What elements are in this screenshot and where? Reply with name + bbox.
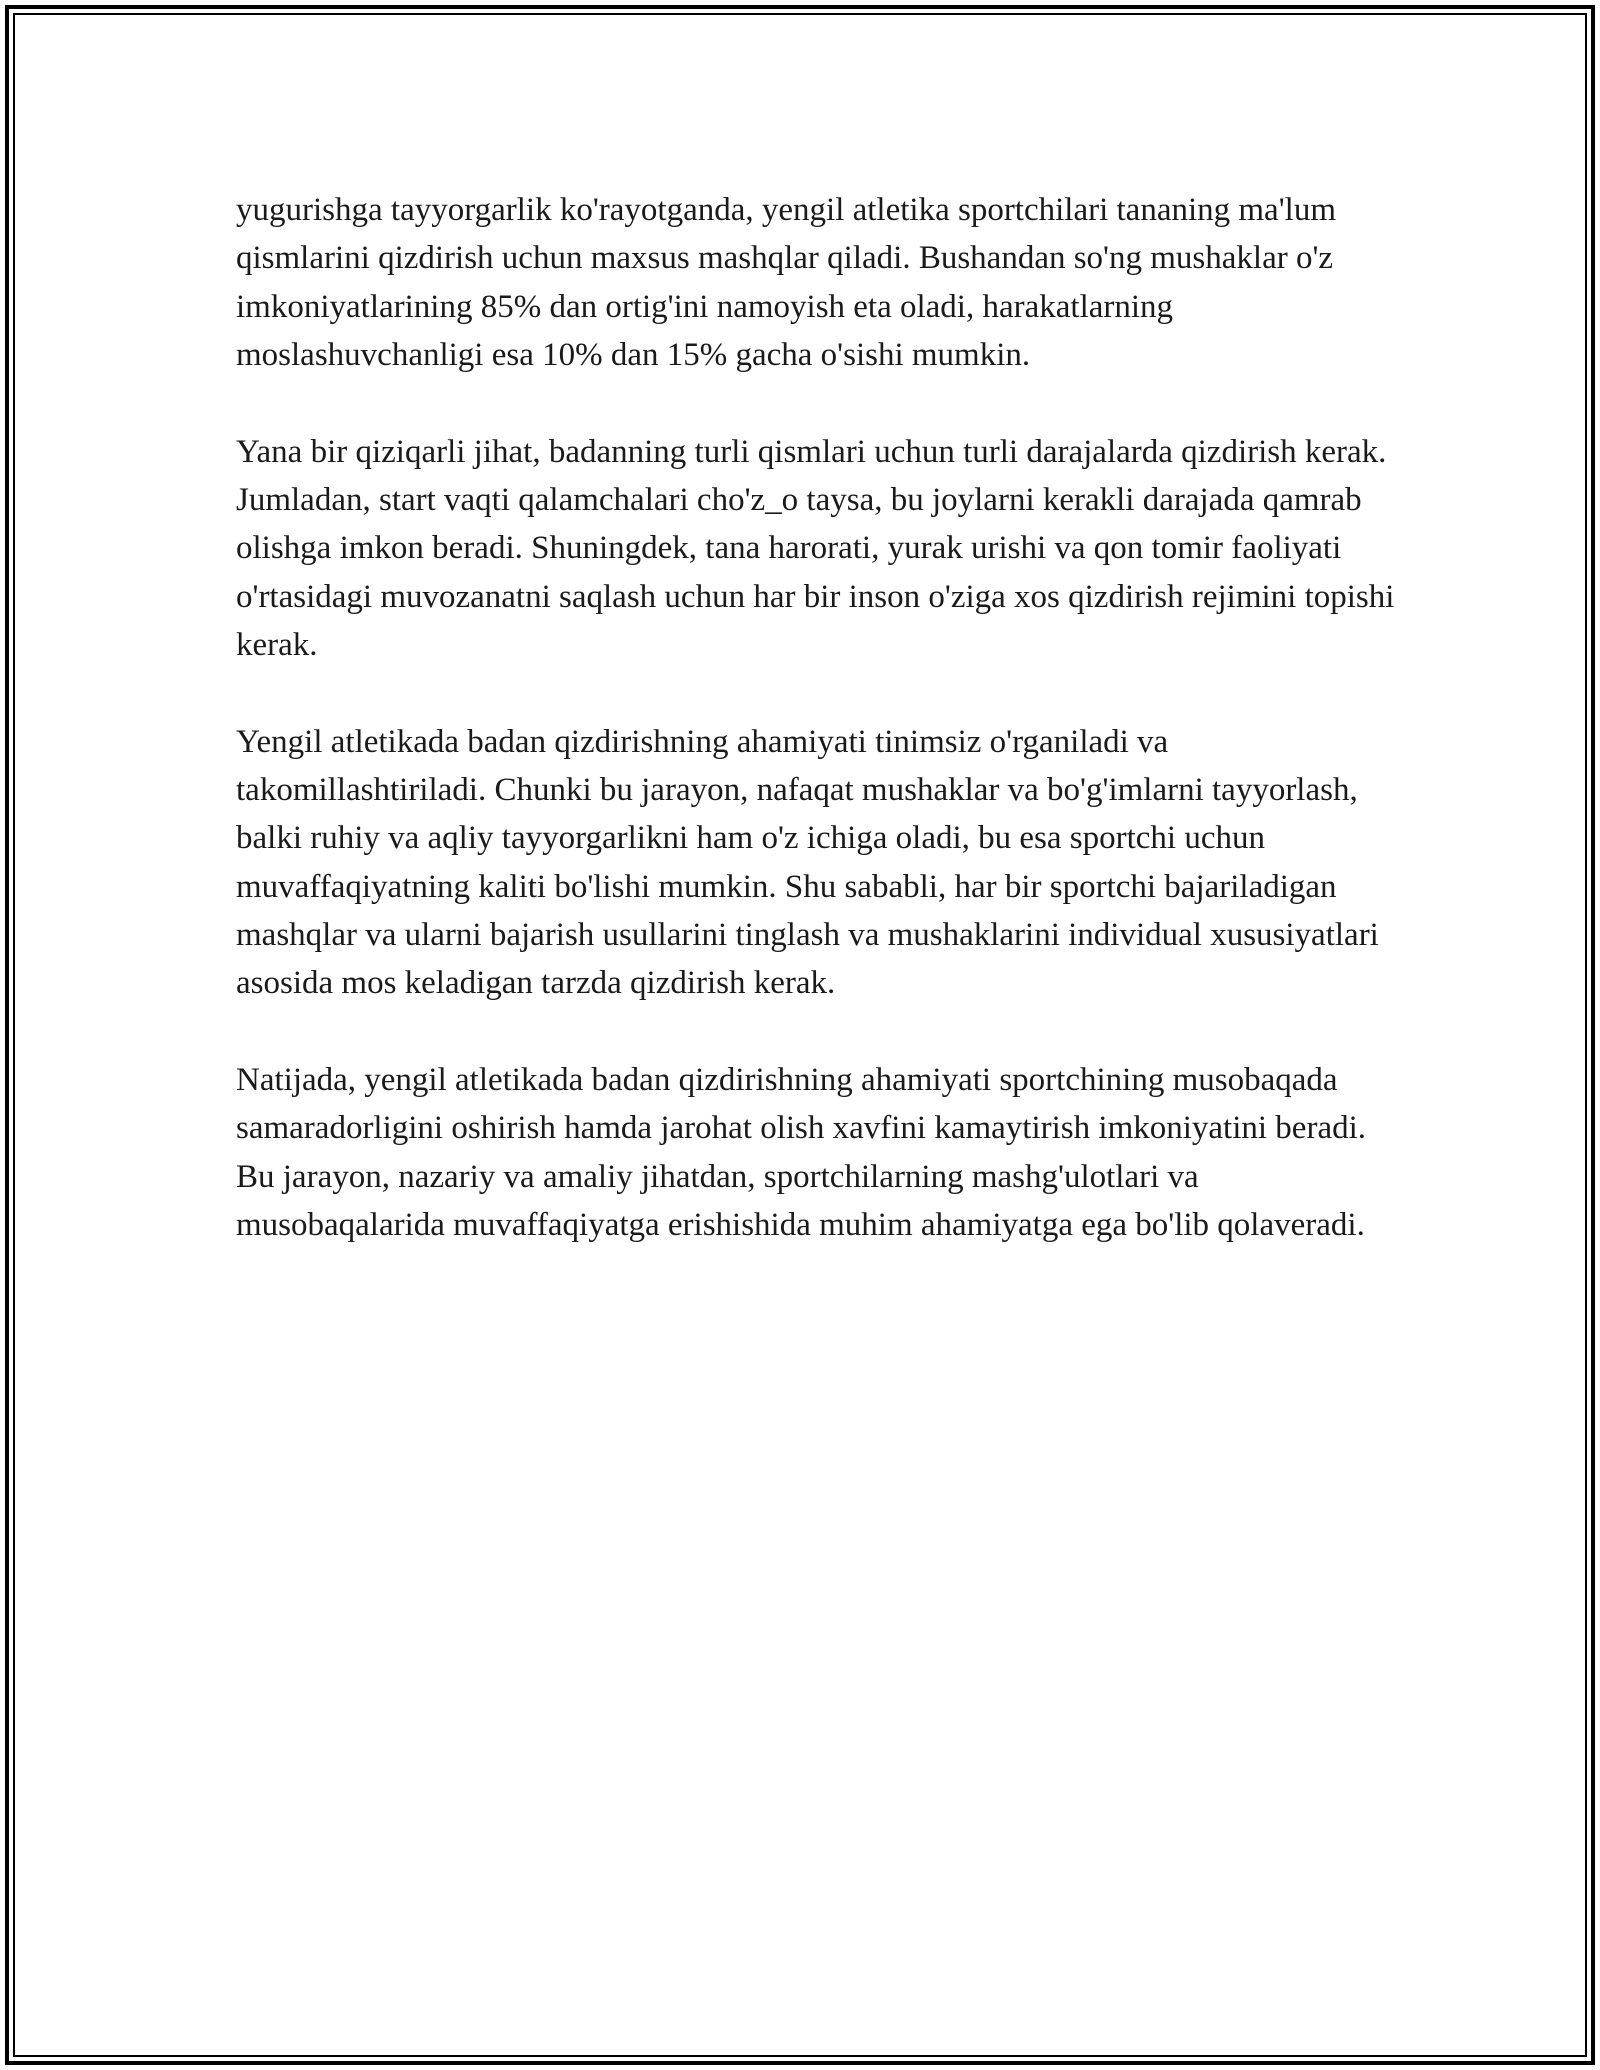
paragraph-2: Yana bir qiziqarli jihat, badanning turli qismlari uchun turli darajalarda qizdirish kerak. Jumladan, start vaqti qalamchalari cho'z_o taysa, bu joylarni kerakli darajada qamrab olishga imkon beradi. Shuningdek, tana harorati, yurak urishi va qon tomir faoliyati o'rtasidagi muvozanatni saqlash uchun har bir inson o'ziga xos qizdirish rejimini topishi kerak. [236, 433, 1395, 663]
paragraph-4: Natijada, yengil atletikada badan qizdirishning ahamiyati sportchining musobaqada samaradorligini oshirish hamda jarohat olish xavfini kamaytirish imkoniyatini beradi. Bu jarayon, nazariy va amaliy jihatdan, sportchilarning mashg'ulotlari va musobaqalarida muvaffaqiyatga erishishida muhim ahamiyatga ega bo'lib qolaveradi. [236, 1061, 1367, 1243]
document-body [236, 186, 1396, 1298]
paragraph-3: Yengil atletikada badan qizdirishning ahamiyati tinimsiz o'rganiladi va takomillashtiriladi. Chunki bu jarayon, nafaqat mushaklar va bo'g'imlarni tayyorlash, balki ruhiy va aqliy tayyorgarlikni ham o'z ichiga oladi, bu esa sportchi uchun muvaffaqiyatning kaliti bo'lishi mumkin. Shu sababli, har bir sportchi bajariladigan mashqlar va ularni bajarish usullarini tinglash va mushaklarini individual xususiyatlari asosida mos keladigan tarzda qizdirish kerak. [236, 723, 1379, 1002]
paragraph-1: yugurishga tayyorgarlik ko'rayotganda, yengil atletika sportchilari tananing ma'lum qismlarini qizdirish uchun maxsus mashqlar qiladi. Bushandan so'ng mushaklar o'z imkoniyatlarining 85% dan ortig'ini namoyish eta oladi, harakatlarning moslashuvchanligi esa 10% dan 15% gacha o'sishi mumkin. [236, 192, 1336, 373]
